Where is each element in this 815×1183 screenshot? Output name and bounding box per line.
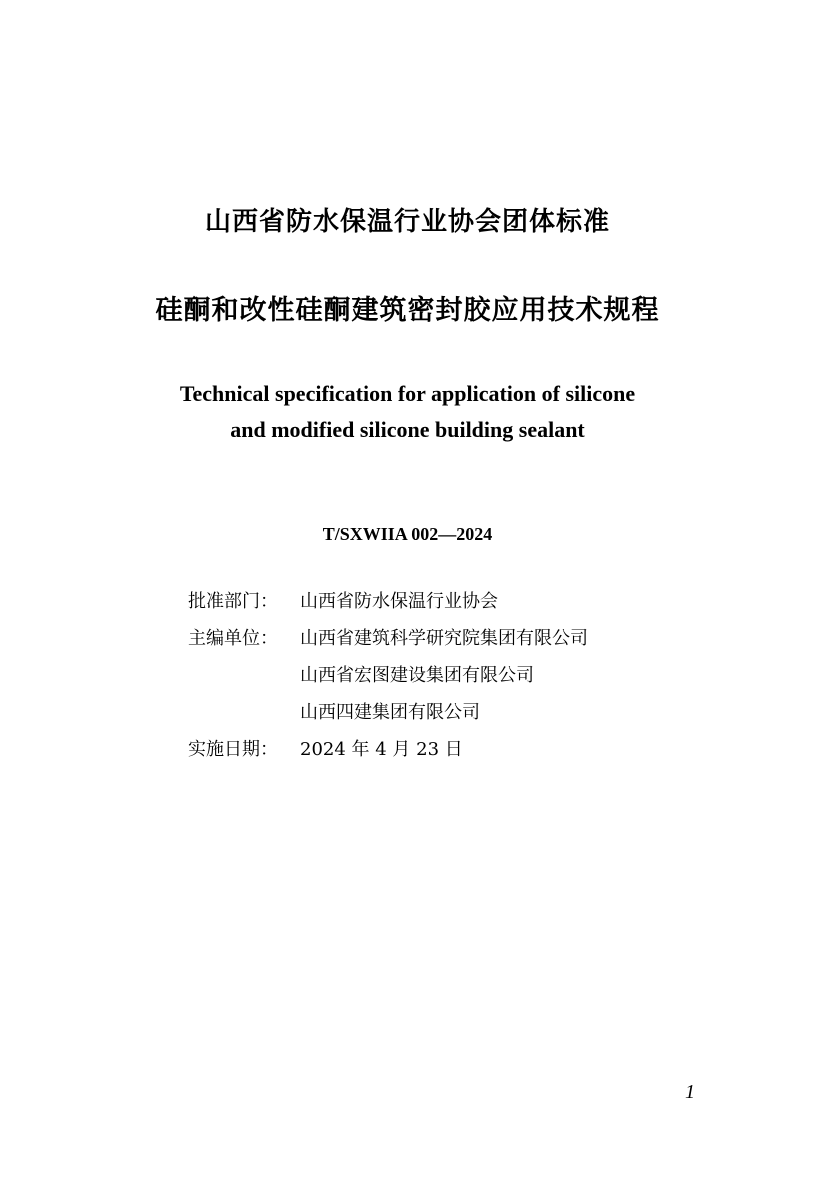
editor-item: 山西省宏图建设集团有限公司: [300, 665, 534, 686]
document-info-block: [188, 583, 588, 768]
title-english-line-1: Technical specification for application of silicone: [179, 381, 636, 406]
approval-label: 批准部门：: [188, 591, 278, 612]
editors-label: 主编单位：: [188, 628, 278, 649]
approval-row: [188, 583, 588, 620]
effective-date-value: 2024 年 4 月 23 日: [300, 739, 463, 760]
editor-item: 山西四建集团有限公司: [300, 702, 480, 723]
organization-title: 山西省防水保温行业协会团体标准: [204, 207, 610, 237]
effective-date-label: 实施日期：: [188, 739, 278, 760]
page-number: 1: [685, 1081, 695, 1103]
title-english-line-2: and modified silicone building sealant: [230, 417, 585, 442]
editor-item: 山西省建筑科学研究院集团有限公司: [300, 628, 588, 649]
document-title-chinese: 硅酮和改性硅酮建筑密封胶应用技术规程: [155, 295, 660, 326]
approval-value: 山西省防水保温行业协会: [300, 591, 498, 612]
standard-code: T/SXWIIA 002—2024: [322, 524, 493, 544]
editors-row: [188, 620, 588, 731]
effective-date-row: [188, 731, 588, 768]
document-title-english: [0, 376, 815, 448]
